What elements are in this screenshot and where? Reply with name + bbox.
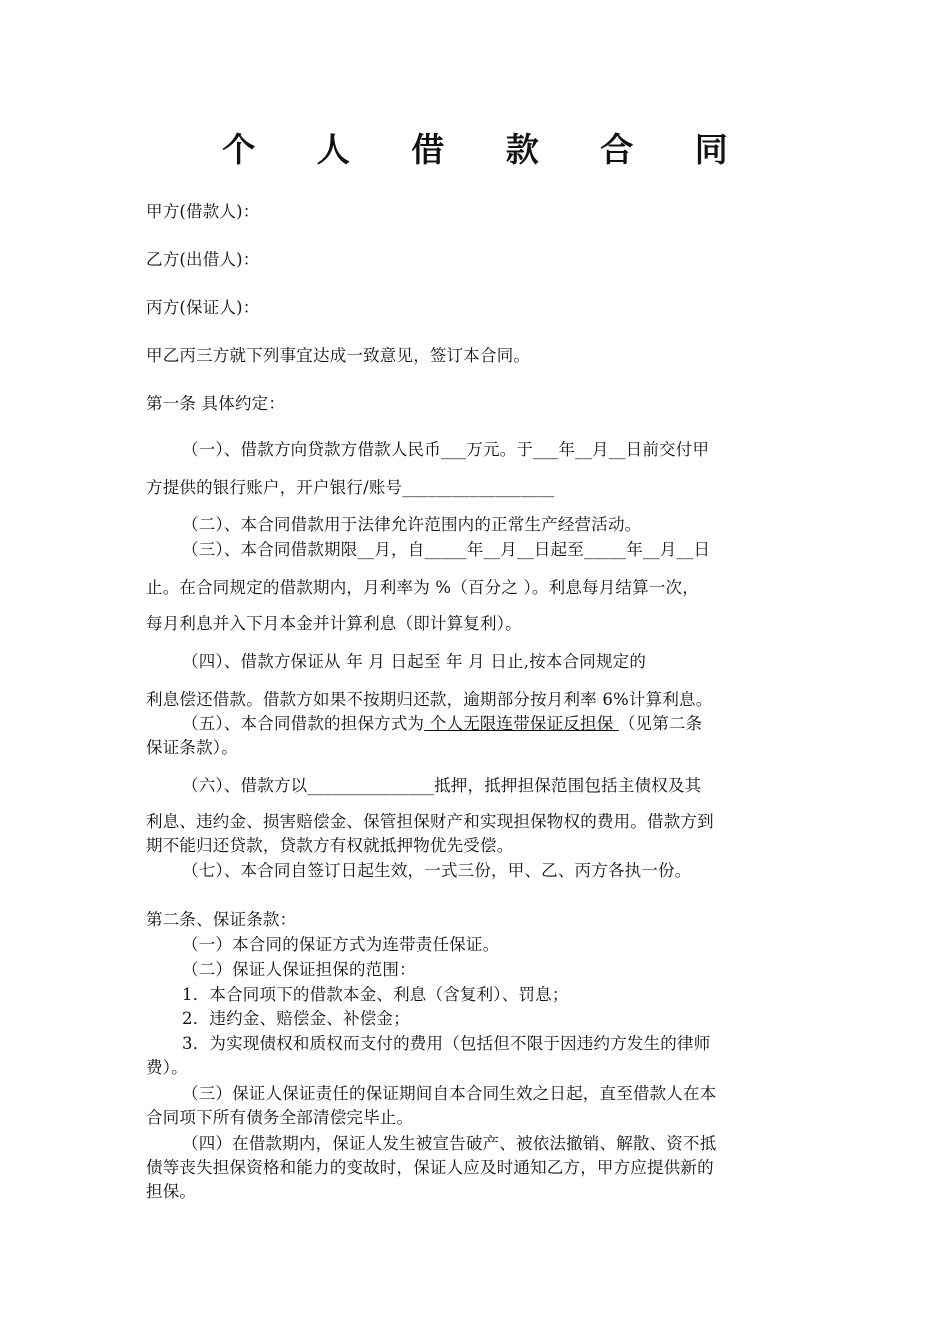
guarantee-item-2: （二）保证人保证担保的范围：: [182, 960, 416, 979]
scope-item-1: 1．本合同项下的借款本金、利息（含复利）、罚息；: [182, 985, 569, 1004]
clause-3-line1: （三）、本合同借款期限__月，自_____年__月__日起至_____年__月__日: [182, 540, 711, 559]
clause-6-text: （六）、借款方以: [182, 776, 308, 795]
document-title: 个 人 借 款 合 同: [222, 130, 753, 169]
scope-item-3-line1: 3．为实现债权和质权而支付的费用（包括但不限于因违约方发生的律师: [182, 1034, 711, 1053]
clause-5-line1: [182, 710, 702, 734]
clause-5-line2: 保证条款）。: [146, 738, 238, 757]
account-blank: __________________: [402, 478, 555, 497]
guarantee-method: 个人无限连带保证反担保: [424, 714, 619, 733]
party-guarantor: 丙方(保证人)：: [146, 298, 260, 317]
clause-6-line2: 利息、违约金、损害赔偿金、保管担保财产和实现担保物权的费用。借款方到: [146, 812, 714, 831]
intro-text: 甲乙丙三方就下列事宜达成一致意见，签订本合同。: [146, 346, 531, 365]
clause-1-account-label: 方提供的银行账户，开户银行/账号: [146, 478, 403, 497]
clause-6-line1: [182, 772, 701, 796]
collateral-blank: _______________: [307, 776, 435, 795]
clause-6-line3: 期不能归还贷款，贷款方有权就抵押物优先受偿。: [146, 836, 514, 855]
clause-4-line2: 利息偿还借款。借款方如果不按期归还款，逾期部分按月利率 6%计算利息。: [146, 690, 713, 709]
article2-heading: 第二条、保证条款：: [146, 910, 297, 929]
clause-6-scope: 抵押，抵押担保范围包括主债权及其: [434, 776, 702, 795]
guarantee-item-3-line1: （三）保证人保证责任的保证期间自本合同生效之日起，直至借款人在本: [182, 1084, 717, 1103]
scope-item-3-line2: 费）。: [146, 1058, 188, 1077]
article1-heading: 第一条 具体约定：: [146, 394, 286, 413]
clause-1-line2: [146, 474, 554, 498]
guarantee-item-4-line1: （四）在借款期内，保证人发生被宣告破产、被依法撤销、解散、资不抵: [182, 1134, 717, 1153]
scope-item-2: 2．违约金、赔偿金、补偿金；: [182, 1009, 410, 1028]
guarantee-item-4-line2: 债等丧失担保资格和能力的变故时，保证人应及时通知乙方，甲方应提供新的: [146, 1158, 714, 1177]
party-lender: 乙方(出借人)：: [146, 250, 260, 269]
clause-3-line2: 止。在合同规定的借款期内，月利率为 %（百分之 ）。利息每月结算一次，: [146, 578, 699, 597]
guarantee-item-3-line2: 合同项下所有债务全部清偿完毕止。: [146, 1108, 414, 1127]
clause-5-text: （五）、本合同借款的担保方式为: [182, 714, 425, 733]
clause-4-line1: （四）、借款方保证从 年 月 日起至 年 月 日止,按本合同规定的: [182, 652, 647, 671]
clause-7: （七）、本合同自签订日起生效，一式三份，甲、乙、丙方各执一份。: [182, 861, 692, 880]
guarantee-item-1: （一）本合同的保证方式为连带责任保证。: [182, 935, 500, 954]
guarantee-item-4-line3: 担保。: [146, 1182, 197, 1201]
clause-3-line3: 每月利息并入下月本金并计算利息（即计算复利）。: [146, 614, 522, 633]
clause-5-ref: （见第二条: [618, 714, 703, 733]
clause-2: （二）、本合同借款用于法律允许范围内的正常生产经营活动。: [182, 515, 642, 534]
clause-1-line1: （一）、借款方向贷款方借款人民币___万元。于___年__月__日前交付甲: [182, 440, 710, 459]
party-borrower: 甲方(借款人)：: [146, 202, 260, 221]
